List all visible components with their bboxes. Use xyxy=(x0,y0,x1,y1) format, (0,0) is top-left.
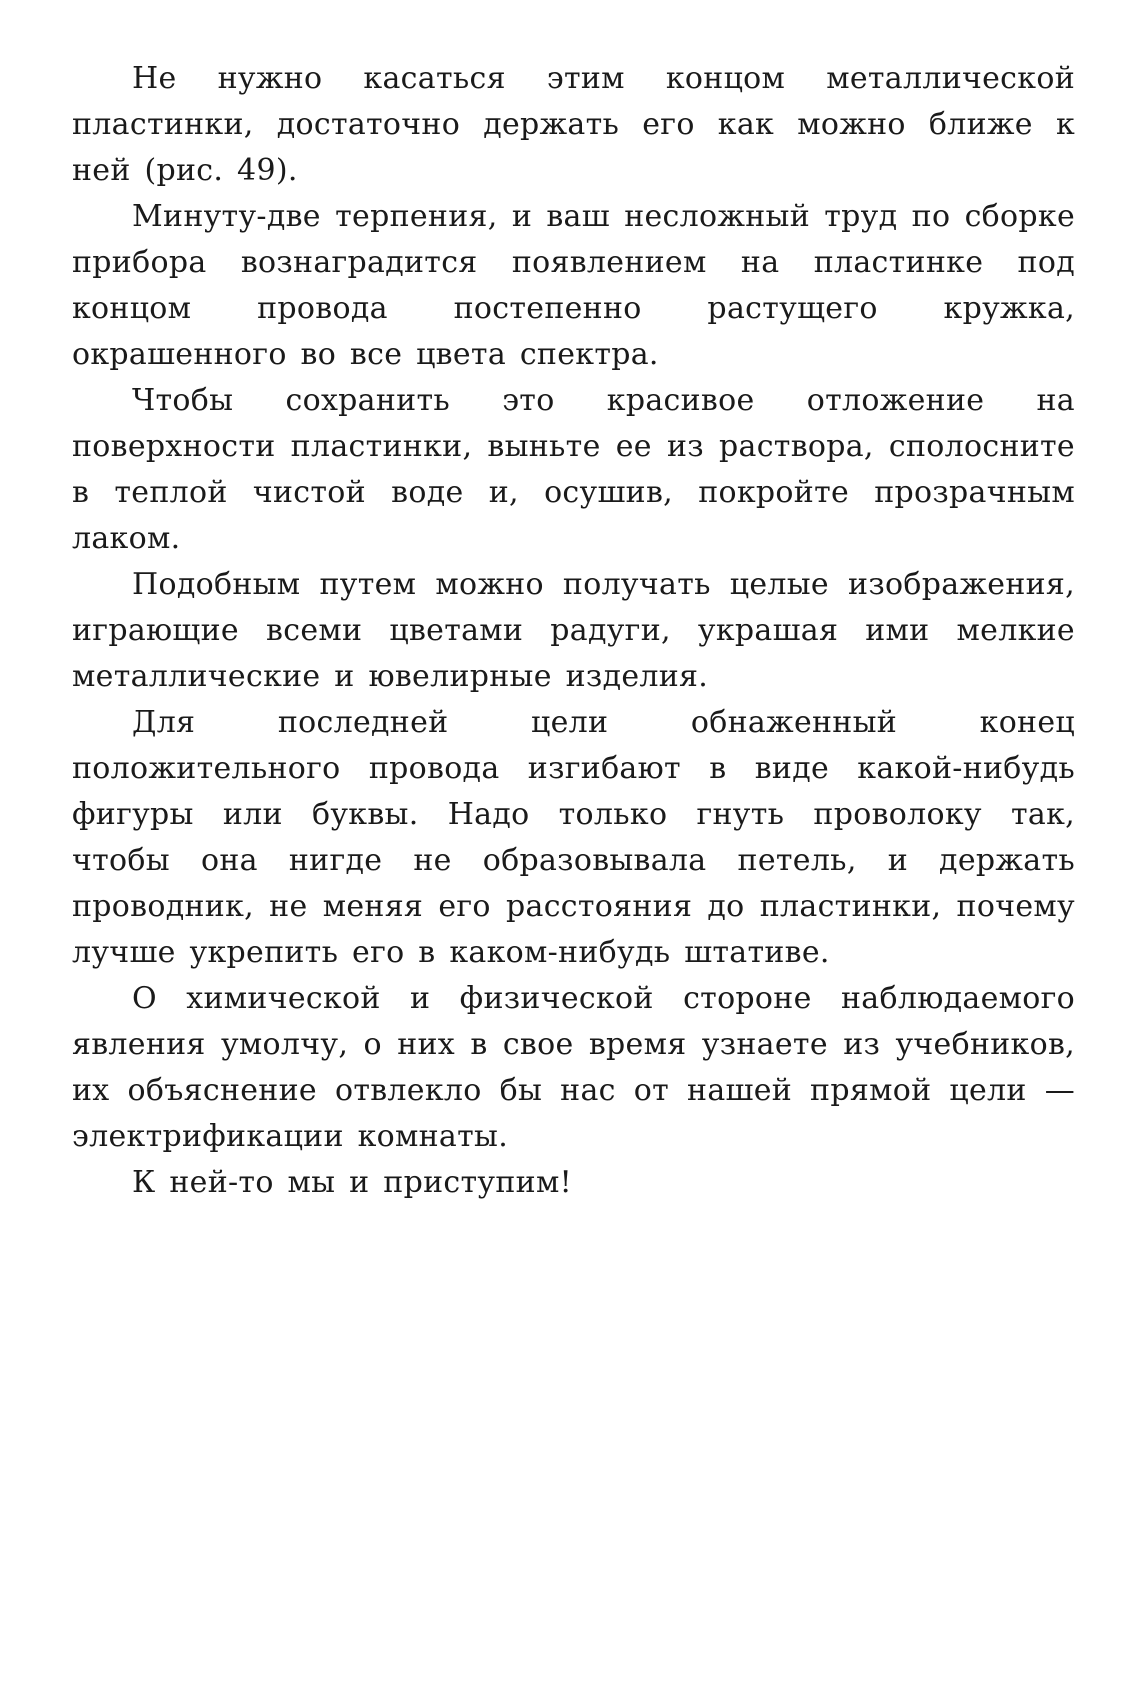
paragraph-7: К ней-то мы и приступим! xyxy=(132,1165,572,1200)
body-text xyxy=(72,56,1075,1206)
paragraph-6: О химической и физической стороне наблюдаемого явления умолчу, о них в свое время узнаете из учебников, их объяснение отвлекло бы нас от нашей прямой цели — электрификации комнаты. xyxy=(72,981,1075,1154)
paragraph-1: Не нужно касаться этим концом металлической пластинки, достаточно держать его как можно ближе к ней (рис. 49). xyxy=(72,61,1075,188)
paragraph-4: Подобным путем можно получать целые изображения, играющие всеми цветами радуги, украшая ими мелкие металлические и ювелирные изделия. xyxy=(72,567,1075,694)
paragraph-3: Чтобы сохранить это красивое отложение на поверхности пластинки, выньте ее из раствора, сполосните в теплой чистой воде и, осушив, покройте прозрачным лаком. xyxy=(72,383,1075,556)
paragraph-5: Для последней цели обнаженный конец положительного провода изгибают в виде какой-нибудь фигуры или буквы. Надо только гнуть проволоку так, чтобы она нигде не образовывала петель, и держать проводник, не меняя его расстояния до пластинки, почему лучше укрепить его в каком-нибудь штативе. xyxy=(72,705,1075,970)
paragraph-2: Минуту-две терпения, и ваш несложный труд по сборке прибора вознаградится появлением на пластинке под концом провода постепенно растущего кружка, окрашенного во все цвета спектра. xyxy=(72,199,1075,372)
